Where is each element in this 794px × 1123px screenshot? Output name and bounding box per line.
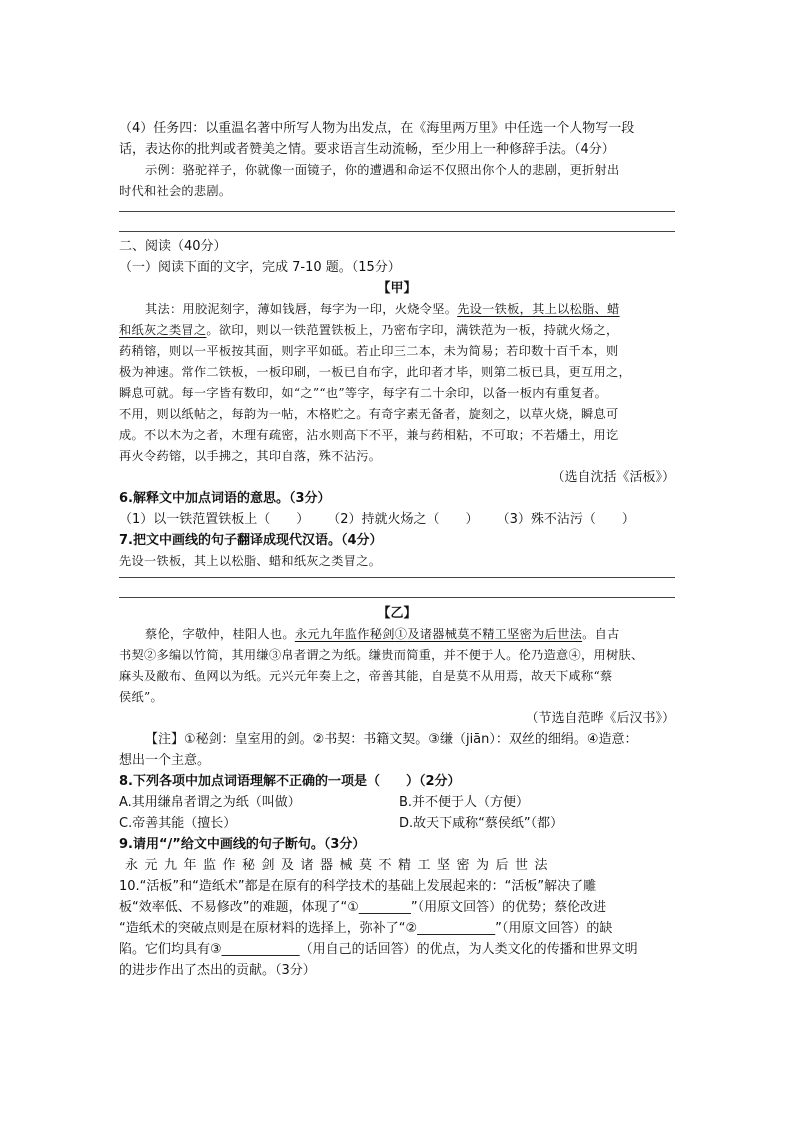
task4-line1: （4）任务四：以重温名著中所写人物为出发点，在《海里两万里》中任选一个人物写一段 — [119, 121, 635, 136]
passage-text: 。自古 — [582, 627, 620, 641]
underlined-sentence: 和纸灰之类冒之 — [119, 323, 207, 337]
passage-jia-source: （选自沈括《活板》） — [551, 470, 675, 485]
passage-text: 。欲印，则以一铁范置铁板上，乃密布字印，满铁范为一板，持就火炀之， — [206, 323, 619, 337]
question-10-line: 的进步作出了杰出的贡献。（3分） — [119, 963, 316, 978]
question-10-line: 10.“活板”和“造纸术”都是在原有的科学技术的基础上发展起来的：“活板”解决了雕 — [119, 879, 597, 894]
footnote-line: 想出一个主意。 — [119, 753, 211, 768]
question-10-line: 板“效率低、不易修改”的难题，体现了“①________”（用原文回答）的优势；蔡伦改进 — [119, 900, 607, 915]
passage-yi-line: 麻头及敝布、鱼网以为纸。元兴元年奏上之，帝善其能，自是莫不从用焉，故天下咸称“蔡 — [119, 669, 613, 683]
subsection-title: （一）阅读下面的文字，完成 7-10 题。（15分） — [119, 260, 401, 275]
question-10-line: “造纸术的突破点则是在原材料的选择上，弥补了“②____________”（用原文回答）的缺 — [119, 921, 613, 936]
underlined-sentence: 先设一铁板，其上以松脂、蜡 — [457, 302, 620, 316]
question-7-stem: 7.把文中画线的句子翻译成现代汉语。（4分） — [119, 533, 383, 548]
passage-jia-line: 药稍镕，则以一平板按其面，则字平如砥。若止印三二本，未为简易；若印数十百千本，则 — [119, 344, 619, 358]
question-8-row-1 — [119, 792, 675, 813]
option-b: B.并不便于人（方便） — [399, 795, 530, 810]
passage-jia-line — [119, 320, 675, 341]
question-8-row-2 — [119, 813, 675, 834]
passage-text: 蔡伦，字敬仲，桂阳人也。 — [145, 627, 295, 641]
passage-text: 其法：用胶泥刻字，薄如钱唇，每字为一印，火烧令坚。 — [145, 302, 458, 316]
footnote-line: 【注】①秘剑：皇室用的剑。②书契：书籍文契。③缣（jiān）：双丝的细绢。④造意： — [145, 732, 638, 747]
footnote-marker: ① — [394, 627, 408, 641]
passage-yi-line — [119, 624, 675, 645]
underlined-sentence: 永元九年监作秘剑 — [294, 627, 395, 641]
question-9-stem: 9.请用“/”给文中画线的句子断句。（3分） — [119, 837, 366, 852]
exam-page — [119, 118, 675, 981]
section-title: 二、阅读（40分） — [119, 239, 227, 254]
question-6-item-1: （1）以一铁范置铁板上（ ） — [119, 512, 310, 527]
passage-jia-line: 瞬息可就。每一字皆有数印，如“之”“也”等字，每字有二十余印，以备一板内有重复者。 — [119, 386, 608, 400]
question-10-line: 陷。它们均具有③____________（用自己的话回答）的优点，为人类文化的传播和世界文明 — [119, 942, 638, 957]
option-a: A.其用缣帛者谓之为纸（叫做） — [119, 795, 301, 810]
question-8-stem: 8.下列各项中加点词语理解不正确的一项是（ ）（2分） — [119, 774, 461, 789]
underlined-sentence: 及诸器械莫不精工坚密为后世法 — [407, 627, 583, 641]
question-6-item-2: （2）持就火炀之（ ） — [327, 512, 479, 527]
task4-example-line1: 示例：骆驼祥子，你就像一面镜子，你的遭遇和命运不仅照出你个人的悲剧，更折射出 — [145, 163, 620, 177]
option-d: D.故天下咸称“蔡侯纸”（都） — [399, 816, 564, 831]
option-c: C.帝善其能（擅长） — [119, 816, 237, 831]
passage-jia-line: 再火令药镕，以手拂之，其印自落，殊不沾污。 — [119, 449, 382, 463]
passage-jia-header: 【甲】 — [377, 281, 417, 296]
passage-jia-line: 极为神速。常作二铁板，一板印刷，一板已自布字，此印者才毕，则第二板已具，更互用之， — [119, 365, 631, 379]
question-6-items — [119, 509, 675, 530]
passage-jia-line: 不用，则以纸帖之，每韵为一帖，木格贮之。有奇字素无备者，旋刻之，以草火烧，瞬息可 — [119, 407, 619, 421]
task4-line2: 话，表达你的批判或者赞美之情。要求语言生动流畅，至少用上一种修辞手法。（4分） — [119, 142, 615, 157]
passage-yi-line: 书契②多编以竹简，其用缣③帛者谓之为纸。缣贵而简重，并不便于人。伦乃造意④，用树肤、 — [119, 648, 644, 662]
passage-jia-line: 成。不以木为之者，木理有疏密，沾水则高下不平，兼与药相粘，不可取；不若燔土，用讫 — [119, 428, 619, 442]
passage-yi-header: 【乙】 — [377, 606, 417, 621]
question-9-sentence: 永元九年监作秘剑及诸器械莫不精工坚密为后世法 — [125, 858, 555, 873]
question-7-quote: 先设一铁板，其上以松脂、蜡和纸灰之类冒之。 — [119, 554, 382, 568]
passage-jia-line — [119, 299, 675, 320]
task4-example-line2: 时代和社会的悲剧。 — [119, 184, 232, 198]
question-6-item-3: （3）殊不沾污（ ） — [496, 512, 635, 527]
passage-yi-source: （节选自范晔《后汉书》） — [525, 711, 675, 726]
question-6-stem: 6.解释文中加点词语的意思。（3分） — [119, 491, 331, 506]
passage-yi-line: 侯纸”。 — [119, 690, 163, 704]
